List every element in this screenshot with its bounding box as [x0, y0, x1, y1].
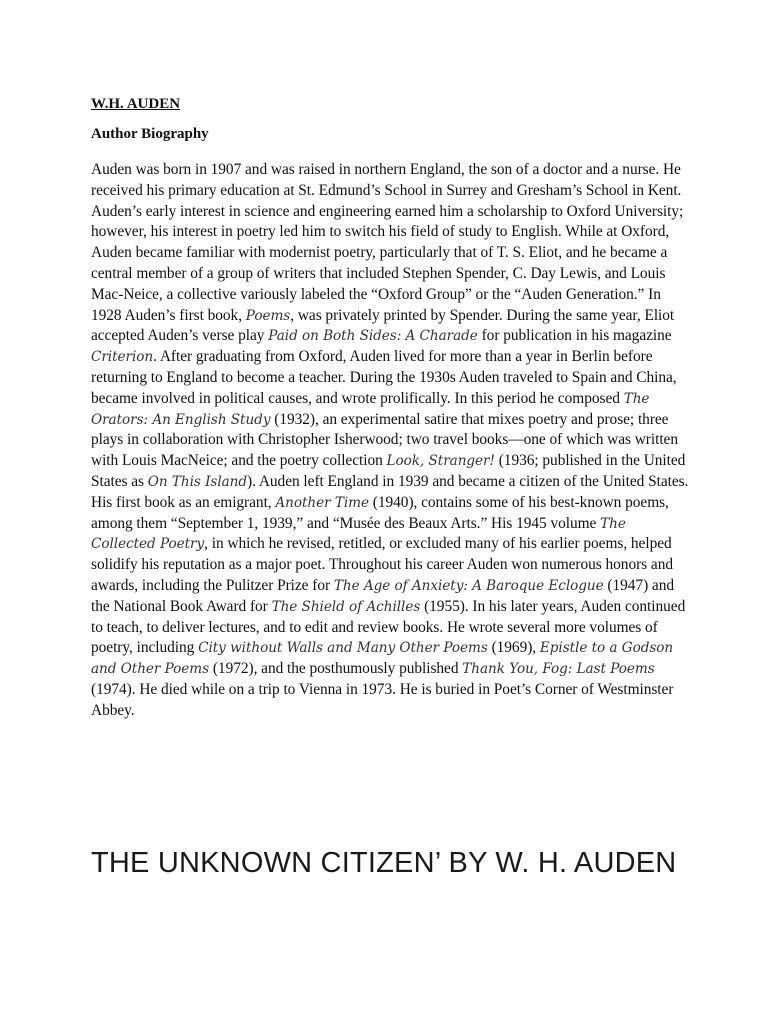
italic-title-run: Criterion: [91, 349, 154, 366]
italic-title-run: The Orators: An English Study: [91, 390, 650, 428]
text-run: (1972), and the posthumously published: [209, 660, 463, 678]
text-run: , was privately printed by Spender. During the same year, Eliot accepted Auden’s verse play: [91, 306, 675, 345]
text-run: (1969),: [487, 639, 540, 657]
text-run: (1947) and the National Book Award for: [91, 576, 675, 615]
text-run: (1974). He died while on a trip to Vienna in 1973. He is buried in Poet’s Corner of Westminster Abbey.: [91, 680, 674, 719]
text-run: ). Auden left England in 1939 and became a citizen of the United States. His first book as an emigrant,: [91, 472, 689, 511]
biography-paragraph: [91, 160, 691, 722]
text-run: (1940), contains some of his best-known poems, among them “September 1, 1939,” and “Musée des Beaux Arts.” His 1945 volume: [91, 493, 669, 532]
text-run: (1936; published in the United States as: [91, 452, 686, 490]
text-run: for publication in his magazine: [477, 327, 672, 345]
italic-title-run: Paid on Both Sides: A Charade: [268, 328, 478, 345]
italic-title-run: Thank You, Fog: Last Poems: [462, 661, 655, 678]
italic-title-run: Look, Stranger!: [386, 453, 495, 470]
italic-title-run: City without Walls and Many Other Poems: [198, 640, 488, 657]
italic-title-run: Another Time: [275, 494, 369, 511]
author-heading: W.H. AUDEN: [91, 96, 181, 112]
italic-title-run: Epistle to a Godson and Other Poems: [91, 640, 674, 678]
poem-title: THE UNKNOWN CITIZEN’ BY W. H. AUDEN: [91, 847, 677, 879]
document-page: [91, 94, 691, 722]
italic-title-run: The Age of Anxiety: A Baroque Eclogue: [333, 577, 604, 594]
section-subheading: Author Biography: [91, 126, 209, 142]
italic-title-run: Poems: [245, 307, 291, 324]
text-run: , in which he revised, retitled, or excluded many of his earlier poems, helped solidify his reputation as a major poet. Throughout his career Auden won numerous honors and awards, including the Pulitzer Prize for: [91, 535, 673, 594]
text-run: (1932), an experimental satire that mixes poetry and prose; three plays in collaboration with Christopher Isherwood; two travel books—one of which was written with Louis MacNeice; and the poetry collection: [91, 410, 678, 470]
italic-title-run: The Shield of Achilles: [271, 598, 421, 615]
italic-title-run: The Collected Poetry: [91, 515, 626, 553]
text-run: . After graduating from Oxford, Auden lived for more than a year in Berlin before returning to England to become a teacher. During the 1930s Auden traveled to Spain and China, became involved in political causes, and wrote prolifically. In this period he composed: [91, 348, 677, 407]
text-run: (1955). In his later years, Auden continued to teach, to deliver lectures, and to edit and review books. He wrote several more volumes of poetry, including: [91, 597, 686, 657]
italic-title-run: On This Island: [147, 473, 248, 490]
text-run: Auden was born in 1907 and was raised in northern England, the son of a doctor and a nurse. He received his primary education at St. Edmund’s School in Surrey and Gresham’s School in Kent. Auden’s early interest in science and engineering earned him a scholarship to Oxford University; however, his interest in poetry led him to switch his field of study to English. While at Oxford, Auden became familiar with modernist poetry, particularly that of T. S. Eliot, and he became a central member of a group of writers that included Stephen Spender, C. Day Lewis, and Louis Mac-Neice, a collective variously labeled the “Oxford Group” or the “Auden Generation.” In 1928 Auden’s first book,: [91, 161, 684, 324]
